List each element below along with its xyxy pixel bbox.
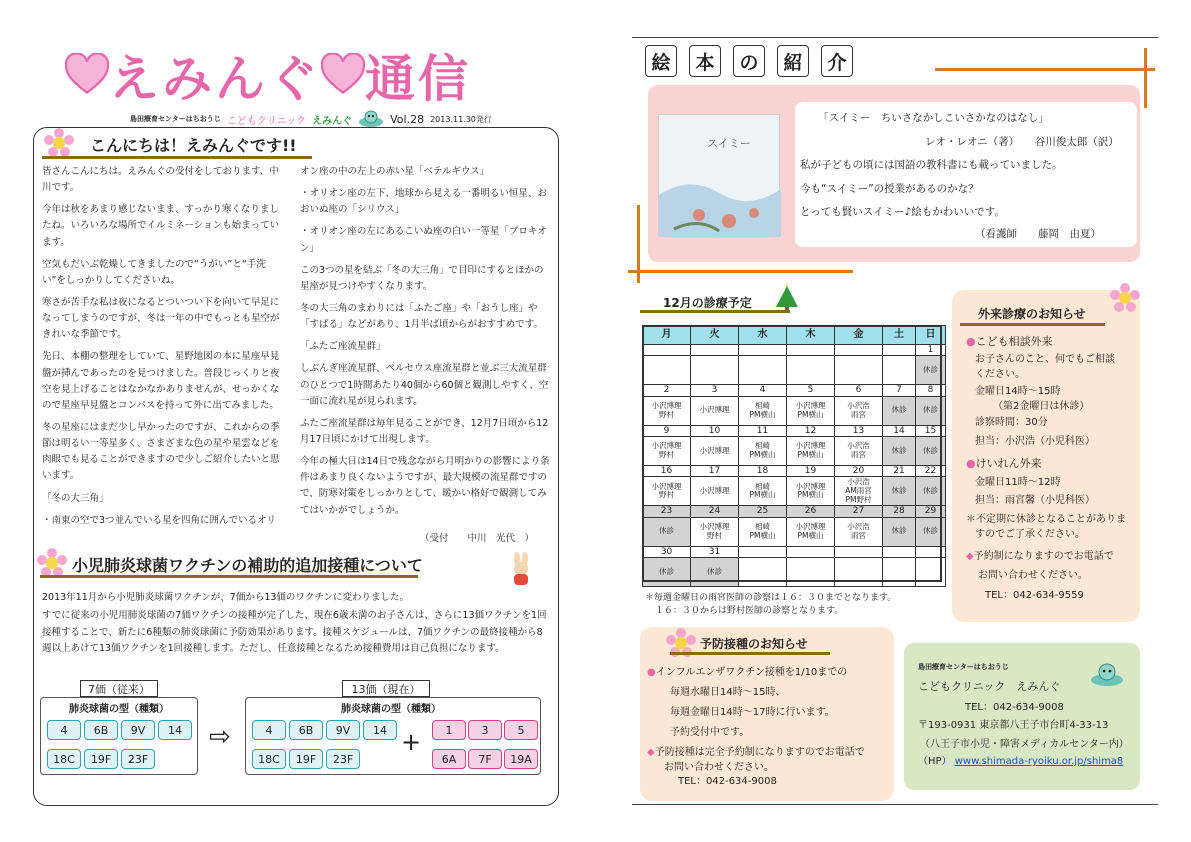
calendar-cell — [739, 558, 787, 587]
calendar-date — [739, 546, 787, 557]
consult-duration: 診察時間：30分 — [975, 417, 1048, 428]
calendar-date: 18 — [739, 466, 787, 477]
calendar-date: 9 — [643, 425, 691, 436]
masthead-subline — [130, 110, 492, 128]
old-vaccine-label: 7価（従来） — [80, 680, 158, 697]
paragraph: しぶんぎ座流星群、ペルセウス座流星群と並ぶ三大流星群のひとつで1時間あたり40個から60個と観測しやすく、空一面に流れ星が見られます。 — [300, 363, 549, 407]
diamond-icon: ◆ — [966, 551, 974, 562]
calendar-date: 6 — [835, 385, 883, 396]
outpatient-reservation: 予約制になりますのでお電話で — [973, 551, 1114, 562]
calendar-date: 30 — [643, 546, 691, 557]
serotype-tag: 9V — [326, 720, 360, 740]
rabbit-icon — [508, 552, 534, 586]
vaccine-p1: 2013年11月から小児肺炎球菌ワクチンが、7価から13価のワクチンに変わりました。 — [42, 592, 409, 603]
calendar-date: 27 — [835, 506, 883, 517]
vacc-notice-line: インフルエンザワクチン接種を1/10までの — [655, 667, 848, 678]
calendar-date: 24 — [691, 506, 739, 517]
paragraph: 空気もだいぶ乾燥してきましたので“うがい”と“手洗い”をしっかりしてくださいね。 — [42, 258, 266, 286]
calendar-date — [643, 345, 691, 356]
title-char: 絵 — [645, 45, 677, 77]
title-left: えみんぐ — [109, 50, 321, 108]
serotype-tag: 4 — [252, 720, 286, 740]
serotype-tag: 23F — [326, 749, 360, 769]
clinic-org: 島田療育センターはちおうじ — [918, 663, 1009, 671]
mascot-icon — [358, 110, 384, 128]
calendar-cell: 休診 — [883, 477, 916, 506]
weekday-header: 木 — [787, 326, 835, 345]
consult-desc: ください。 — [975, 369, 1025, 380]
title-char: の — [733, 45, 765, 77]
paragraph: 冬の星座にはまだ少し早かったのですが、これからの季節は明るい一等星多く、さまざまな色の星や星雲などを肉眼でも見ることができますので少しご紹介したいと思います。 — [42, 421, 280, 482]
calendar-date: 10 — [691, 425, 739, 436]
brand-name: えみんぐ — [312, 115, 353, 127]
title-char: 本 — [689, 45, 721, 77]
paragraph: 先日、本棚の整理をしていて、星野地図の本に星座早見盤が挿んであったのを見つけました。普段じっくりと夜空を見上げることはなかなかありませんが、せっかくなので星座早見盤とコンパスを持って外に出てみました。 — [42, 351, 280, 411]
added-serotype-tag: 3 — [468, 720, 502, 740]
calendar-cell: 休診 — [916, 517, 946, 546]
calendar-date: 2 — [643, 385, 691, 396]
serotype-tag: 4 — [47, 720, 81, 740]
calendar-cell: 小沢浩 AM雨宮 PM野村 — [835, 477, 883, 506]
calendar-cell — [739, 356, 787, 385]
calendar-cell — [691, 356, 739, 385]
calendar-date: 14 — [883, 425, 916, 436]
calendar-date — [691, 345, 739, 356]
book-section-title — [645, 45, 853, 77]
book-title-line: 「スイミー ちいさなかしこいさかなのはなし」 — [818, 112, 1049, 124]
paragraph: 冬の大三角のまわりには「ふたご座」や「おうし座」や「すばる」などがあり、1月半ば頃からがおすすめです。 — [300, 302, 543, 331]
heart-icon — [65, 53, 109, 97]
calendar-cell: 小沢浩 雨宮 — [835, 517, 883, 546]
paragraph: ・オリオン座の左にあるこいぬ座の白い一等星「プロキオン」 — [300, 226, 547, 254]
old-types-box — [40, 697, 198, 775]
vacc-notice-line: 毎週水曜日14時～15時、 — [670, 687, 786, 698]
calendar-cell: 小沢博理 PM横山 — [787, 477, 835, 506]
consult-title: こども相談外来 — [975, 335, 1053, 348]
book-author-line: レオ・レオニ（著） 谷川俊太郎（訳） — [925, 136, 1119, 148]
serotype-tag: 9V — [121, 720, 155, 740]
title-underline — [40, 575, 418, 578]
new-vaccine-label: 13価（現在） — [342, 680, 430, 697]
calendar-date — [835, 546, 883, 557]
calendar-date — [787, 345, 835, 356]
calendar-date: 13 — [835, 425, 883, 436]
calendar-cell — [787, 356, 835, 385]
calendar-cell: 小沢博理 — [691, 477, 739, 506]
calendar-cell — [643, 356, 691, 385]
page-top-rule — [632, 37, 1158, 38]
vacc-notice-line: 毎週金曜日14時～17時に行います。 — [670, 707, 835, 718]
calendar-cell — [883, 356, 916, 385]
calendar-note-line: ＊毎週金曜日の雨宮医師の診察は１６：３０までとなります。 — [645, 593, 897, 603]
paragraph: 「ふたご座流星群」 — [300, 341, 386, 353]
calendar-date: 21 — [883, 466, 916, 477]
serotype-tag: 19F — [289, 749, 323, 769]
volume: Vol.28 — [390, 112, 425, 126]
calendar-cell: 小沢博理 PM横山 — [787, 437, 835, 466]
decor-line — [628, 270, 853, 273]
greeting-signature: （受付 中川 光代 ） — [420, 533, 535, 544]
plus-sign: + — [401, 728, 422, 756]
paragraph: 「冬の大三角」 — [42, 492, 109, 504]
vaccine-p2: すでに従来の小児用肺炎球菌の7価ワクチンの接種が完了した、現在6歳未満のお子さんは、さらに13価ワクチンを1回接種することで、新たに6種類の肺炎球菌に予防効果があります。接種スケジュールは、7価ワクチンの最終接種から8週以上あけて13価ワクチンを1回接種します。ただし、任意接種となるため接種費用は自己負担になります。 — [42, 610, 547, 655]
weekday-header: 水 — [739, 326, 787, 345]
clinic-address-note: （八王子市小児・障害メディカルセンター内） — [920, 739, 1129, 750]
calendar-cell: 小沢博理 PM横山 — [787, 517, 835, 546]
weekday-header: 金 — [835, 326, 883, 345]
calendar-date: 20 — [835, 466, 883, 477]
calendar-cell: 小沢浩 雨宮 — [835, 437, 883, 466]
mascot-icon — [1090, 662, 1124, 688]
org-name: 島田療育センターはちおうじ — [130, 115, 221, 123]
weekday-header: 火 — [691, 326, 739, 345]
calendar-cell: 休診 — [883, 517, 916, 546]
paragraph: 今年は秋をあまり感じないまま、すっかり寒くなりましたね。いろいろな場所でイルミネーションも始まっています。 — [42, 204, 280, 248]
flower-icon — [37, 548, 67, 578]
weekday-header: 月 — [643, 326, 691, 345]
calendar-cell: 小沢博理 野村 — [643, 437, 691, 466]
calendar-cell: 休診 — [883, 437, 916, 466]
outpatient-note: すのでご了承ください。 — [975, 529, 1085, 540]
calendar-cell — [787, 558, 835, 587]
title-underline — [42, 156, 312, 159]
vaccine-title: 小児肺炎球菌ワクチンの補助的追加接種について — [72, 556, 423, 575]
masthead-title — [65, 40, 471, 110]
serotype-tag: 6B — [84, 720, 118, 740]
calendar-cell: 休診 — [916, 437, 946, 466]
calendar-cell: 休診 — [691, 558, 739, 587]
greeting-column-2 — [300, 164, 550, 519]
vacc-notice-tel: TEL：042-634-9008 — [678, 776, 777, 787]
paragraph: ふたご座流星群は毎年見ることができ、12月7日頃から12月17日頃にかけて出現します。 — [300, 417, 549, 445]
calendar-cell: 小沢博理 野村 — [643, 396, 691, 425]
calendar-date — [883, 546, 916, 557]
clinic-name: こどもクリニック — [226, 115, 307, 127]
paragraph: 寒さが苦手な私は夜になるとついつい下を向いて早足になってしまうのですが、冬は一年の中でもっとも星空がきれいな季節です。 — [42, 296, 280, 341]
paragraph: ・南東の空で3つ並んでいる星を四角に囲んでいるオリ — [42, 514, 277, 526]
title-char: 介 — [821, 45, 853, 77]
calendar-cell: 休診 — [916, 396, 946, 425]
calendar-cell: 小沢浩 雨宮 — [835, 396, 883, 425]
book-text-line: 私が子どもの頃には国語の教科書にも載っていました。 — [800, 159, 1063, 171]
book-reviewer: （看護師 藤岡 由夏） — [975, 228, 1101, 240]
calendar-cell: 相崎 PM横山 — [739, 477, 787, 506]
calendar-date: 12 — [787, 425, 835, 436]
calendar-date: 22 — [916, 466, 946, 477]
calendar-cell: 休診 — [643, 558, 691, 587]
seizure-time: 金曜日11時～12時 — [975, 477, 1061, 488]
serotype-tag: 6B — [289, 720, 323, 740]
types-box-title: 肺炎球菌の型（種類） — [341, 704, 441, 715]
calendar-cell: 小沢博理 野村 — [691, 517, 739, 546]
arrow-icon: ⇨ — [209, 722, 231, 752]
book-cover-image — [658, 114, 780, 236]
paragraph: この3つの星を結ぶ「冬の大三角」で目印にするとほかの星座が見つけやすくなります。 — [300, 264, 544, 292]
calendar-cell: 相崎 PM横山 — [739, 517, 787, 546]
title-underline — [640, 310, 790, 313]
title-underline — [960, 323, 1105, 326]
calendar-note-line: １６：３０からは野村医師の診察となります。 — [655, 606, 844, 617]
book-cover-art — [659, 155, 781, 237]
outpatient-tel: TEL：042-634-9559 — [985, 590, 1084, 601]
calendar-date — [883, 345, 916, 356]
clinic-hp-label: （HP） — [918, 756, 952, 767]
added-serotype-tag: 1 — [432, 720, 466, 740]
bullet-icon: ● — [966, 457, 976, 470]
heart-icon — [321, 53, 365, 97]
title-right: 通信 — [365, 50, 471, 108]
title-underline — [670, 652, 830, 655]
new-types-box — [245, 697, 541, 775]
weekday-header: 日 — [916, 326, 946, 345]
calendar-cell: 小沢博理 — [691, 437, 739, 466]
clinic-address: 〒193-0931 東京都八王子市台町4-33-13 — [918, 720, 1109, 731]
calendar-date: 15 — [916, 425, 946, 436]
calendar-date: 26 — [787, 506, 835, 517]
added-serotype-tag: 19A — [504, 749, 538, 769]
calendar-cell: 相崎 PM横山 — [739, 437, 787, 466]
consult-time: 金曜日14時～15時 — [975, 386, 1061, 397]
seizure-staff: 担当：雨宮馨（小児科医） — [975, 495, 1095, 506]
calendar-date: 3 — [691, 385, 739, 396]
calendar-cell: 休診 — [916, 356, 946, 385]
calendar-date: 7 — [883, 385, 916, 396]
calendar-cell — [835, 558, 883, 587]
flower-icon — [1110, 283, 1140, 313]
calendar-date: 23 — [643, 506, 691, 517]
types-box-title: 肺炎球菌の型（種類） — [69, 704, 169, 715]
outpatient-reservation: お問い合わせください。 — [978, 570, 1088, 581]
consult-note: （第2金曜日は休診） — [993, 401, 1090, 412]
calendar-date: 11 — [739, 425, 787, 436]
book-cover-title: スイミー — [707, 137, 751, 150]
calendar-cell: 小沢博理 PM横山 — [787, 396, 835, 425]
clinic-name: こどもクリニック えみんぐ — [918, 680, 1061, 693]
book-text-line: 今も“スイミー”の授業があるのかな？ — [800, 183, 979, 195]
bullet-icon: ● — [647, 667, 656, 678]
vacc-notice-title: 予防接種のお知らせ — [700, 637, 808, 651]
weekday-header: 土 — [883, 326, 916, 345]
calendar-cell — [883, 558, 916, 587]
page-bottom-rule — [632, 804, 1158, 805]
paragraph: オン座の中の左上の赤い星「ベテルギウス」 — [300, 166, 490, 177]
clinic-website-link[interactable]: www.shimada-ryoiku.or.jp/shima8 — [954, 756, 1124, 767]
serotype-tag: 23F — [121, 749, 155, 769]
calendar-title: 12月の診療予定 — [663, 296, 752, 310]
serotype-tag: 14 — [363, 720, 397, 740]
calendar-date: 25 — [739, 506, 787, 517]
vacc-notice-line: 予約受付中です。 — [670, 727, 750, 738]
serotype-tag: 19F — [84, 749, 118, 769]
paragraph: 皆さんこんにちは。えみんぐの受付をしております、中川です。 — [42, 166, 279, 194]
title-char: 紹 — [777, 45, 809, 77]
calendar-cell: 休診 — [883, 396, 916, 425]
outpatient-title: 外来診療のお知らせ — [978, 307, 1086, 321]
greeting-title: こんにちは！えみんぐです!! — [90, 136, 297, 155]
calendar-cell: 休診 — [916, 477, 946, 506]
calendar-date: 28 — [883, 506, 916, 517]
calendar-date: 1 — [916, 345, 946, 356]
serotype-tag: 18C — [252, 749, 286, 769]
seizure-title: けいれん外来 — [975, 457, 1042, 470]
december-schedule-table — [642, 325, 946, 587]
greeting-column-1 — [42, 164, 287, 534]
calendar-date: 31 — [691, 546, 739, 557]
decor-line — [935, 68, 1155, 71]
calendar-date: 17 — [691, 466, 739, 477]
calendar-cell: 小沢博理 野村 — [643, 477, 691, 506]
vacc-notice-line: お問い合わせください。 — [664, 762, 774, 773]
consult-desc: お子さんのこと、何でもご相談 — [975, 354, 1115, 365]
bullet-icon: ● — [966, 335, 976, 348]
calendar-date: 8 — [916, 385, 946, 396]
tree-icon — [774, 283, 800, 313]
calendar-note — [645, 592, 896, 618]
book-text-line: とっても賢いスイミー♪絵もかわいいです。 — [800, 206, 1005, 218]
calendar-date: 4 — [739, 385, 787, 396]
diamond-icon: ◆ — [647, 747, 655, 758]
calendar-date — [787, 546, 835, 557]
calendar-cell — [835, 356, 883, 385]
calendar-date — [835, 345, 883, 356]
clinic-tel: TEL：042-634-9008 — [965, 702, 1064, 713]
calendar-cell: 休診 — [643, 517, 691, 546]
calendar-date: 19 — [787, 466, 835, 477]
calendar-cell — [916, 558, 946, 587]
calendar-date — [739, 345, 787, 356]
calendar-cell: 小沢博理 — [691, 396, 739, 425]
issue-date: 2013.11.30発行 — [430, 114, 492, 124]
flower-icon — [44, 128, 74, 158]
added-serotype-tag: 6A — [432, 749, 466, 769]
outpatient-note: ＊不定期に休診となることがありま — [966, 514, 1126, 525]
decor-line — [1144, 48, 1147, 108]
paragraph: 今年の極大日は14日で残念ながら月明かりの影響により条件はあまり良くないようですが、最大規模の流星群ですので、防寒対策をしっかりとして、暖かい格好で観測してみてはいかがでしょうか。 — [300, 456, 550, 516]
serotype-tag: 18C — [47, 749, 81, 769]
added-serotype-tag: 7F — [468, 749, 502, 769]
consult-staff: 担当：小沢浩（小児科医） — [975, 436, 1095, 447]
added-serotype-tag: 5 — [504, 720, 538, 740]
calendar-cell: 相崎 PM横山 — [739, 396, 787, 425]
calendar-date: 16 — [643, 466, 691, 477]
calendar-date — [916, 546, 946, 557]
serotype-tag: 14 — [158, 720, 192, 740]
calendar-date: 29 — [916, 506, 946, 517]
paragraph: ・オリオン座の左下、地球から見える一番明るい恒星、おおいぬ座の「シリウス」 — [300, 188, 547, 216]
vacc-notice-line: 予防接種は完全予約制になりますのでお電話で — [654, 747, 865, 758]
calendar-date: 5 — [787, 385, 835, 396]
